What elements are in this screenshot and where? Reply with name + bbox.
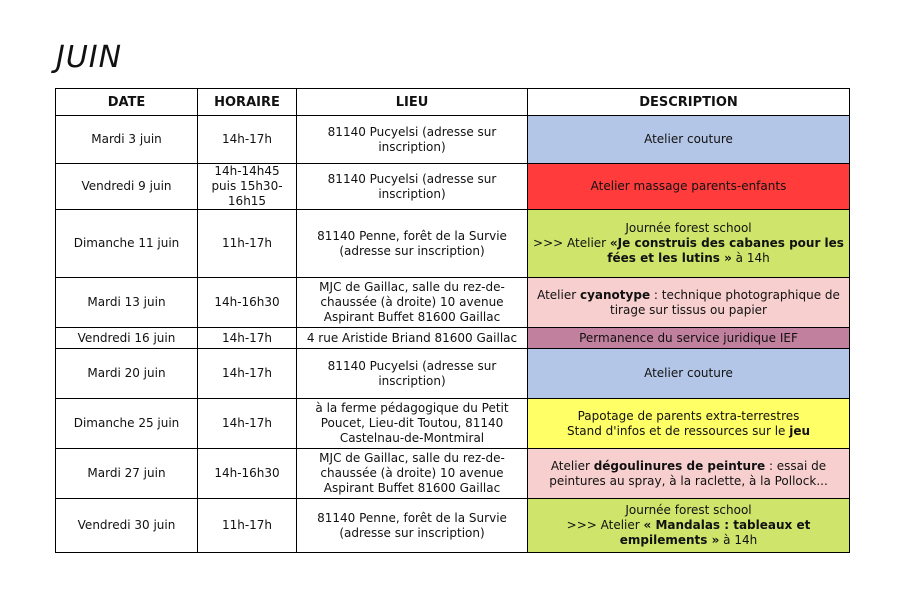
- header-horaire: HORAIRE: [198, 89, 297, 116]
- description-bold-text: dégoulinures de peinture: [593, 458, 766, 473]
- page-title: JUIN: [56, 40, 123, 75]
- cell-description: [528, 499, 850, 553]
- cell-lieu: 81140 Pucyelsi (adresse sur inscription): [297, 164, 528, 210]
- cell-lieu: MJC de Gaillac, salle du rez-de-chaussée (à droite) 10 avenue Aspirant Buffet 81600 Gaillac: [297, 449, 528, 499]
- description-line: [531, 503, 846, 518]
- cell-date: Mardi 13 juin: [56, 278, 198, 328]
- cell-horaire: 14h-17h: [198, 349, 297, 399]
- cell-date: Vendredi 30 juin: [56, 499, 198, 553]
- description-text: : technique photographique de tirage sur tissus ou papier: [610, 287, 840, 317]
- cell-description: [528, 116, 850, 164]
- description-line: [531, 331, 846, 346]
- table-row: [56, 399, 850, 449]
- description-text: Atelier couture: [644, 366, 733, 380]
- description-line: [531, 518, 846, 548]
- description-text: à 14h: [719, 533, 758, 547]
- table-row: [56, 328, 850, 349]
- cell-lieu: MJC de Gaillac, salle du rez-de-chaussée (à droite) 10 avenue Aspirant Buffet 81600 Gaillac: [297, 278, 528, 328]
- description-text: Papotage de parents extra-terrestres: [577, 408, 800, 423]
- description-text: : essai de peintures au spray, à la raclette, à la Pollock...: [549, 458, 828, 488]
- cell-date: Mardi 27 juin: [56, 449, 198, 499]
- header-lieu: LIEU: [297, 89, 528, 116]
- table-row: [56, 499, 850, 553]
- description-text: Permanence du service juridique IEF: [579, 330, 798, 345]
- cell-horaire: 11h-17h: [198, 499, 297, 553]
- description-line: [531, 236, 846, 266]
- cell-horaire: 14h-16h30: [198, 278, 297, 328]
- cell-description: [528, 449, 850, 499]
- description-text: à 14h: [731, 251, 770, 265]
- cell-lieu: 81140 Penne, forêt de la Survie (adresse sur inscription): [297, 499, 528, 553]
- cell-horaire: 14h-14h45 puis 15h30-16h15: [198, 164, 297, 210]
- description-line: [531, 179, 846, 194]
- description-text: Atelier massage parents-enfants: [590, 179, 787, 193]
- description-line: [531, 409, 846, 424]
- description-bold-text: «Je construis des cabanes pour les fées et les lutins »: [607, 236, 844, 265]
- table-row: [56, 449, 850, 499]
- cell-date: Dimanche 11 juin: [56, 210, 198, 278]
- cell-date: Vendredi 16 juin: [56, 328, 198, 349]
- cell-description: [528, 349, 850, 399]
- description-bold-text: cyanotype: [579, 287, 651, 302]
- description-line: [531, 288, 846, 318]
- cell-horaire: 14h-17h: [198, 399, 297, 449]
- header-date: DATE: [56, 89, 198, 116]
- cell-lieu: 81140 Penne, forêt de la Survie (adresse sur inscription): [297, 210, 528, 278]
- agenda-table: [55, 88, 850, 553]
- description-text: Stand d'infos et de ressources sur le: [566, 423, 790, 438]
- cell-lieu: 4 rue Aristide Briand 81600 Gaillac: [297, 328, 528, 349]
- description-text: Atelier: [537, 287, 580, 302]
- description-text: >>> Atelier: [566, 518, 644, 532]
- cell-date: Vendredi 9 juin: [56, 164, 198, 210]
- cell-horaire: 14h-17h: [198, 328, 297, 349]
- description-line: [531, 459, 846, 489]
- table-row: [56, 278, 850, 328]
- description-bold-text: « Mandalas : tableaux et empilements »: [619, 518, 811, 547]
- cell-description: [528, 164, 850, 210]
- cell-description: [528, 328, 850, 349]
- agenda-rows: [56, 116, 850, 553]
- cell-date: Mardi 3 juin: [56, 116, 198, 164]
- table-row: [56, 349, 850, 399]
- cell-description: [528, 399, 850, 449]
- description-text: Journée forest school: [625, 503, 752, 517]
- cell-horaire: 14h-17h: [198, 116, 297, 164]
- header-description: DESCRIPTION: [528, 89, 850, 116]
- description-line: [531, 424, 846, 439]
- description-text: Journée forest school: [625, 221, 752, 235]
- description-bold-text: jeu: [789, 423, 811, 438]
- description-line: [531, 366, 846, 381]
- header-row: [56, 89, 850, 116]
- cell-description: [528, 210, 850, 278]
- description-text: >>> Atelier: [533, 236, 610, 250]
- description-line: [531, 221, 846, 236]
- cell-lieu: 81140 Pucyelsi (adresse sur inscription): [297, 349, 528, 399]
- table-row: [56, 210, 850, 278]
- table-row: [56, 164, 850, 210]
- cell-date: Mardi 20 juin: [56, 349, 198, 399]
- description-text: Atelier couture: [644, 132, 733, 146]
- cell-lieu: 81140 Pucyelsi (adresse sur inscription): [297, 116, 528, 164]
- cell-description: [528, 278, 850, 328]
- description-text: Atelier: [550, 458, 594, 473]
- cell-lieu: à la ferme pédagogique du Petit Poucet, Lieu-dit Toutou, 81140 Castelnau-de-Montmiral: [297, 399, 528, 449]
- cell-horaire: 14h-16h30: [198, 449, 297, 499]
- cell-horaire: 11h-17h: [198, 210, 297, 278]
- table-row: [56, 116, 850, 164]
- cell-date: Dimanche 25 juin: [56, 399, 198, 449]
- description-line: [531, 132, 846, 147]
